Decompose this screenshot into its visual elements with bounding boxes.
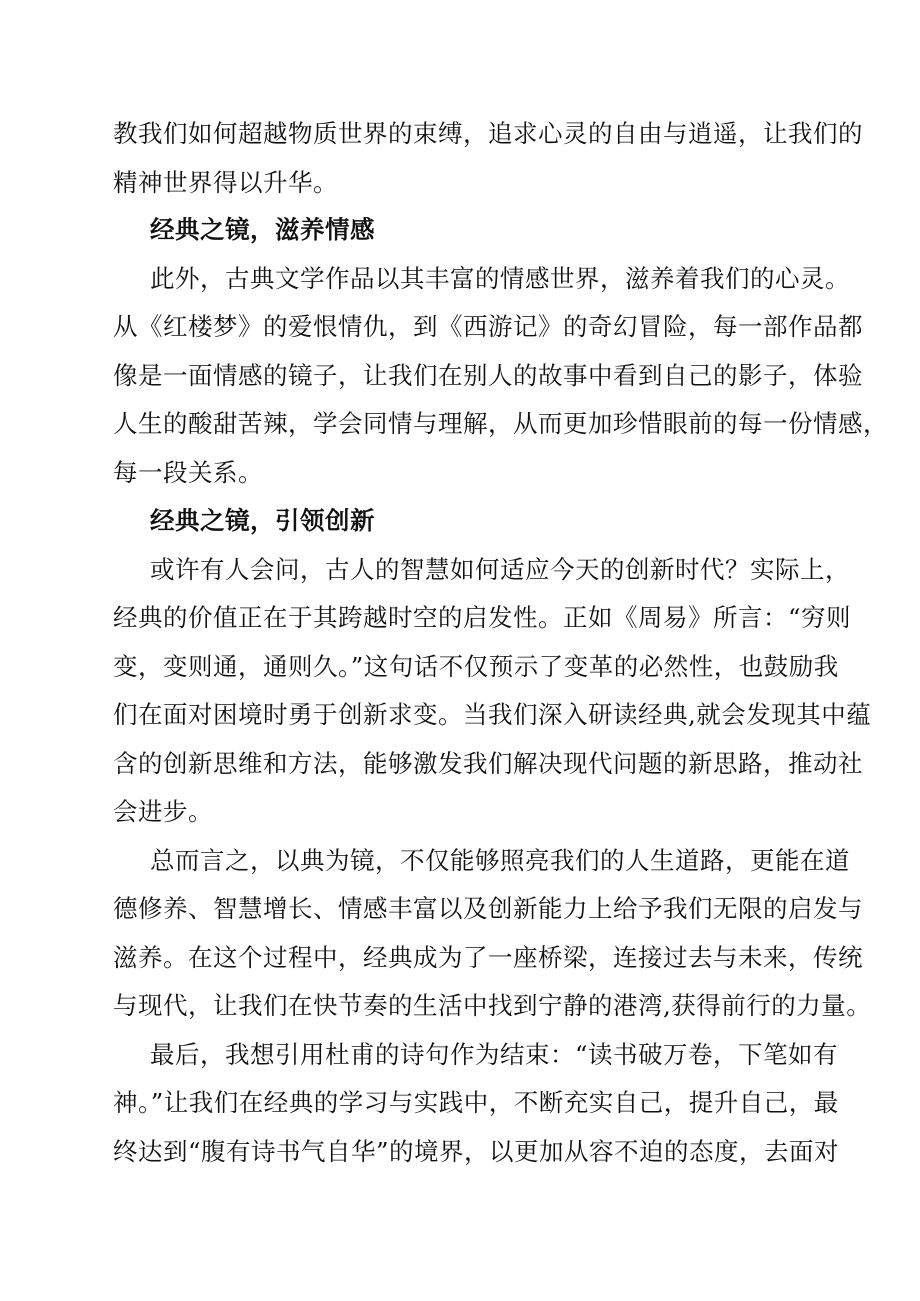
paragraph-line: 最后，我想引用杜甫的诗句作为结束：“读书破万卷，下笔如有 — [150, 1040, 839, 1069]
paragraph-line: 像是一面情感的镜子，让我们在别人的故事中看到自己的影子，体验 — [113, 361, 863, 390]
paragraph-line: 终达到“腹有诗书气自华”的境界，以更加从容不迫的态度，去面对 — [113, 1137, 840, 1166]
paragraph-line: 教我们如何超越物质世界的束缚，追求心灵的自由与逍遥，让我们的 — [113, 119, 863, 148]
paragraph-line: 含的创新思维和方法，能够激发我们解决现代问题的新思路，推动社 — [113, 749, 863, 778]
paragraph-line: 精神世界得以升华。 — [113, 168, 338, 197]
paragraph-line: 们在面对困境时勇于创新求变。当我们深入研读经典,就会发现其中蕴 — [113, 700, 872, 729]
paragraph-line: 从《红楼梦》的爱恨情仇，到《西游记》的奇幻冒险，每一部作品都 — [113, 312, 863, 341]
paragraph-line: 此外，古典文学作品以其丰富的情感世界，滋养着我们的心灵。 — [150, 264, 850, 293]
paragraph-line: 与现代，让我们在快节奏的生活中找到宁静的港湾,获得前行的力量。 — [113, 991, 872, 1020]
paragraph-line: 神。”让我们在经典的学习与实践中，不断充实自己，提升自己，最 — [113, 1088, 839, 1117]
paragraph-line: 人生的酸甜苦辣，学会同情与理解，从而更加珍惜眼前的每一份情感， — [113, 409, 888, 438]
paragraph-line: 会进步。 — [113, 797, 213, 826]
paragraph-line: 或许有人会问，古人的智慧如何适应今天的创新时代？实际上， — [150, 555, 850, 584]
paragraph-line: 滋养。在这个过程中，经典成为了一座桥梁，连接过去与未来，传统 — [113, 943, 863, 972]
paragraph-line: 经典的价值正在于其跨越时空的启发性。正如《周易》所言：“穷则 — [113, 603, 852, 632]
paragraph-line: 总而言之，以典为镜，不仅能够照亮我们的人生道路，更能在道 — [150, 846, 850, 875]
paragraph-line: 德修养、智慧增长、情感丰富以及创新能力上给予我们无限的启发与 — [113, 894, 863, 923]
paragraph-line: 变，变则通，通则久。”这句话不仅预示了变革的必然性，也鼓励我 — [113, 652, 839, 681]
paragraph-line: 每一段关系。 — [113, 458, 263, 487]
section-heading-emotion: 经典之镜，滋养情感 — [150, 215, 375, 244]
section-heading-innovation: 经典之镜，引领创新 — [150, 506, 375, 535]
